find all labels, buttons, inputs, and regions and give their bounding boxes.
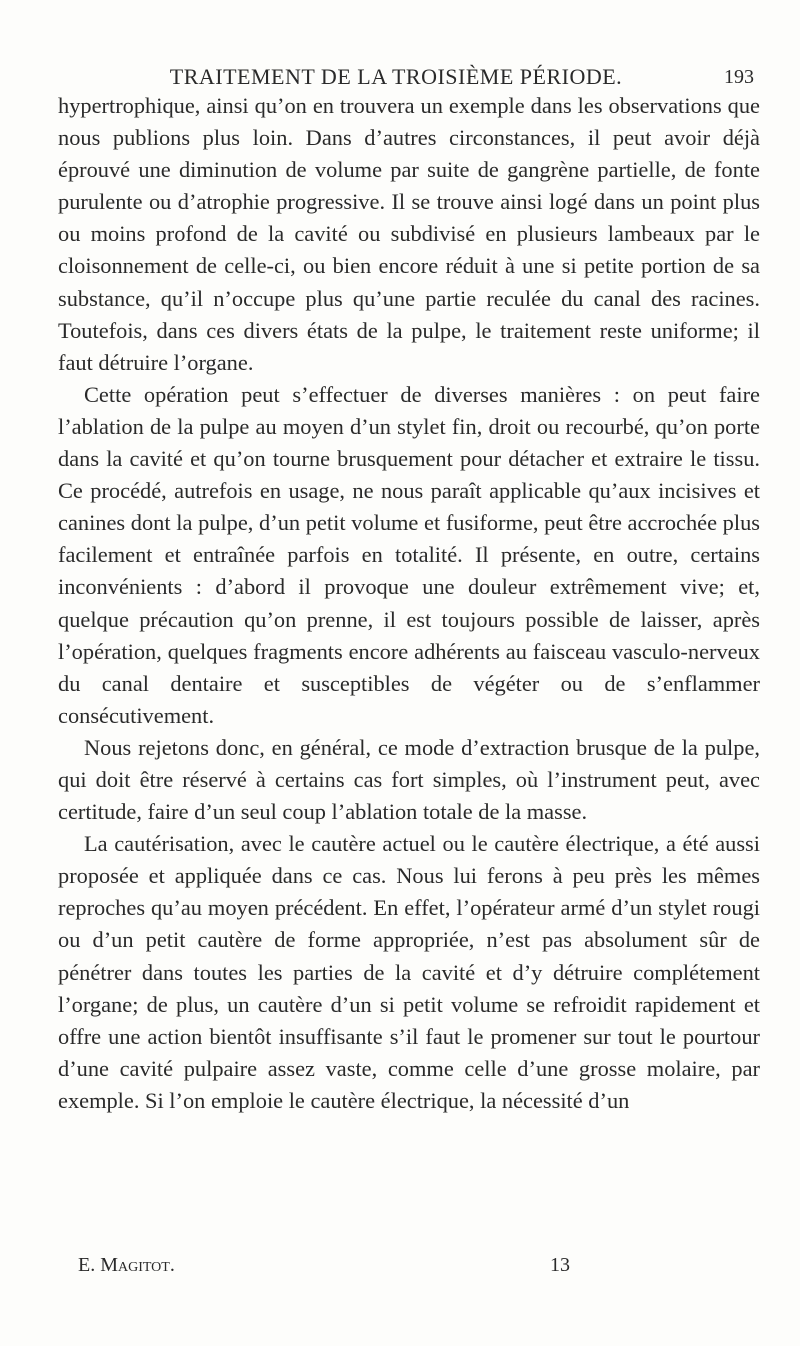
signature-line [78,1250,698,1280]
paragraph-continuation: hypertrophique, ainsi qu’on en trouvera un exemple dans les observations que nous publions plus loin. Dans d’autres circonstances, il peut avoir déjà éprouvé une diminution de volume par suite de gangrène partielle, de fonte purulente ou d’atrophie progressive. Il se trouve ainsi logé dans un point plus ou moins profond de la cavité ou subdivisé en plusieurs lambeaux par le cloisonnement de celle-ci, ou bien encore réduit à une si petite portion de sa substance, qu’il n’occupe plus qu’une partie reculée du canal des racines. Toutefois, dans ces divers états de la pulpe, le traitement reste uniforme; il faut détruire l’organe. [58,93,760,375]
running-head [38,62,754,92]
author-signature: E. Magitot. [78,1254,175,1276]
sheet-signature-number: 13 [550,1254,570,1276]
paragraph-rejection: Nous rejetons donc, en général, ce mode d’extraction brusque de la pulpe, qui doit être réservé à certains cas fort simples, où l’instrument peut, avec certitude, faire d’un seul coup l’ablation totale de la masse. [58,734,760,825]
running-title: TRAITEMENT DE LA TROISIÈME PÉRIODE. [169,64,623,89]
page-number: 193 [724,66,754,88]
paragraph-cauterization: La cautérisation, avec le cautère actuel ou le cautère électrique, a été aussi proposée et appliquée dans ce cas. Nous lui ferons à peu près les mêmes reproches qu’au moyen précédent. En effet, l’opérateur armé d’un stylet rougi ou d’un petit cautère de forme appropriée, n’est pas absolument sûr de pénétrer dans toutes les parties de la cavité et d’y détruire complétement l’organe; de plus, un cautère d’un si petit volume se refroidit rapidement et offre une action bientôt insuffisante s’il faut le promener sur tout le pourtour d’une cavité pulpaire assez vaste, comme celle d’une grosse molaire, par exemple. Si l’on emploie le cautère électrique, la nécessité d’un [58,831,760,1113]
text-body [58,90,760,1117]
paragraph-ablation: Cette opération peut s’effectuer de diverses manières : on peut faire l’ablation de la pulpe au moyen d’un stylet fin, droit ou recourbé, qu’on porte dans la cavité et qu’on tourne brusquement pour détacher et extraire le tissu. Ce procédé, autrefois en usage, ne nous paraît applicable qu’aux incisives et canines dont la pulpe, d’un petit volume et fusiforme, peut être accrochée plus facilement et entraînée parfois en totalité. Il présente, en outre, certains inconvénients : d’abord il provoque une douleur extrêmement vive; et, quelque précaution qu’on prenne, il est toujours possible de laisser, après l’opération, quelques fragments encore adhérents au faisceau vasculo-nerveux du canal dentaire et susceptibles de végéter ou de s’enflammer consécutivement. [58,381,760,728]
